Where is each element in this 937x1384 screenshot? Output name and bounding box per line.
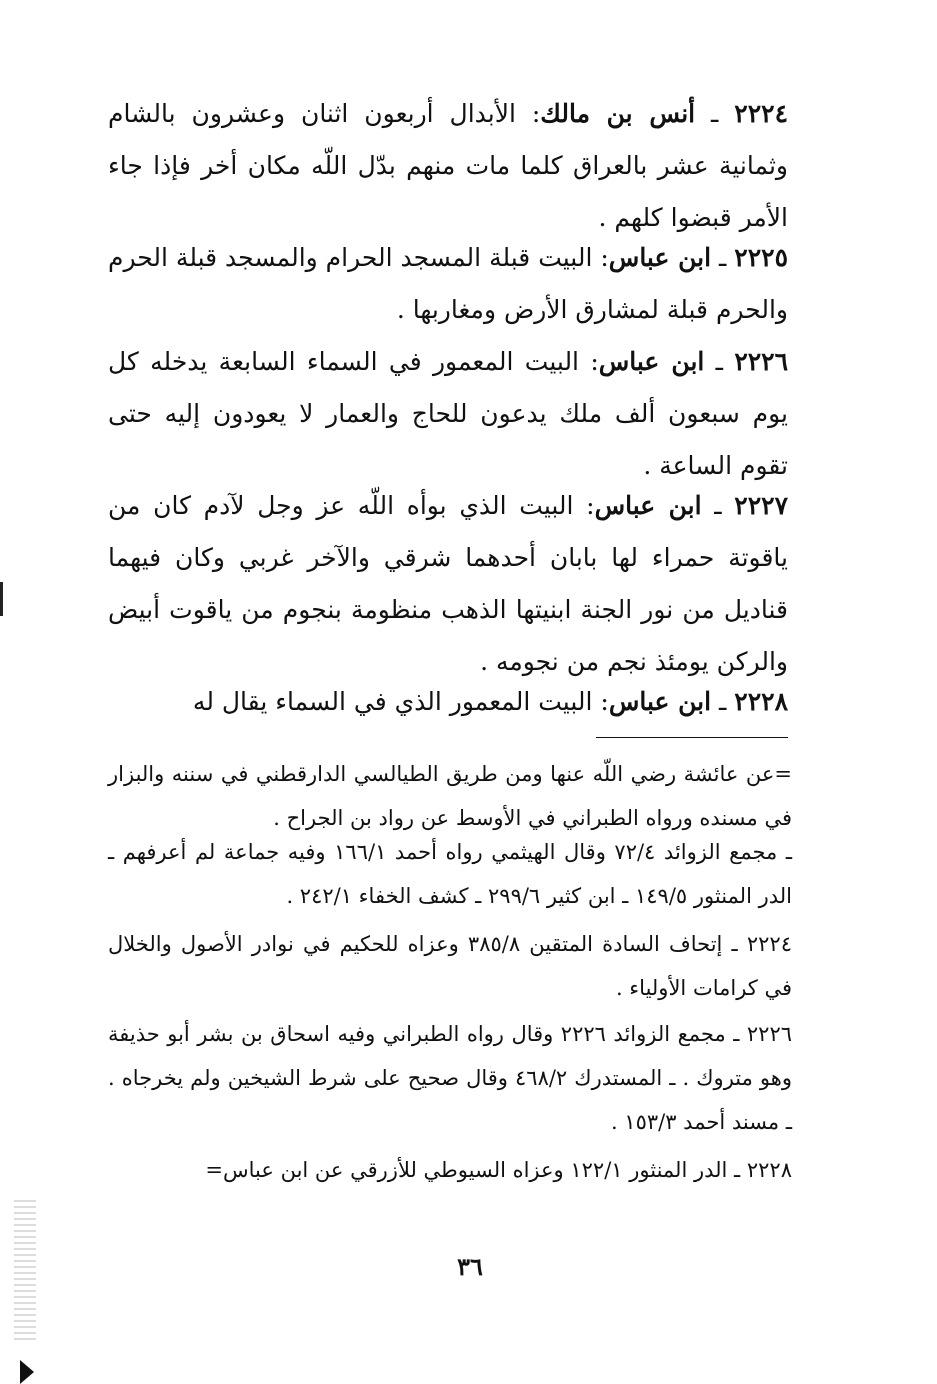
entry-number: ٢٢٢٦ bbox=[734, 347, 789, 376]
entry-narrator: ابن عباس bbox=[594, 491, 702, 520]
footnote-2226: ٢٢٢٦ ـ مجمع الزوائد ٢٢٢٦ وقال رواه الطبراني وفيه اسحاق بن بشر أبو حذيفة وهو متروك . ـ المستدرك ٤٦٨/٢ وقال صحيح على شرط الشيخين ولم يخرجاه . ـ مسند أحمد ١٥٣/٣ . bbox=[108, 1022, 793, 1134]
footnote-continued: =عن عائشة رضي اللّه عنها ومن طريق الطيالسي الدارقطني في سننه والبزار في مسنده ورواه الطبراني في الأوسط عن رواد بن الجراح . bbox=[108, 762, 792, 830]
entry-narrator: ابن عباس bbox=[608, 687, 712, 716]
entry-text: : الأبدال أربعون اثنان وعشرون بالشام وثمانية عشر بالعراق كلما مات منهم بدّل اللّه مكان أخر فإذا جاء الأمر قبضوا كلهم . bbox=[108, 99, 788, 232]
entry-narrator: ابن عباس bbox=[608, 243, 712, 272]
entry-text: : البيت المعمور في السماء السابعة يدخله كل يوم سبعون ألف ملك يدعون للحاج والعمار لا يعودون إليه حتى تقوم الساعة . bbox=[108, 347, 788, 480]
page-number: ٣٦ bbox=[457, 1252, 483, 1281]
hadith-entry-2228 bbox=[108, 676, 788, 728]
footnote-2224: ٢٢٢٤ ـ إتحاف السادة المتقين ٣٨٥/٨ وعزاه للحكيم في نوادر الأصول والخلال في كرامات الأولياء . bbox=[108, 932, 792, 1000]
hadith-entry-2224 bbox=[108, 88, 788, 244]
scan-edge-noise bbox=[14, 1200, 36, 1340]
footnote-2228: ٢٢٢٨ ـ الدر المنثور ١٢٢/١ وعزاه السيوطي للأزرقي عن ابن عباس= bbox=[205, 1158, 792, 1182]
hadith-entry-2226 bbox=[108, 336, 788, 492]
entry-dash: ـ bbox=[695, 99, 735, 128]
entry-number: ٢٢٢٥ bbox=[734, 243, 789, 272]
entry-dash: ـ bbox=[704, 347, 735, 376]
footnote-continued-sources: ـ مجمع الزوائد ٧٢/٤ وقال الهيثمي رواه أحمد ١٦٦/١ وفيه جماعة لم أعرفهم ـ الدر المنثور ١٤٩/٥ ـ ابن كثير ٢٩٩/٦ ـ كشف الخفاء ٢٤٢/١ . bbox=[108, 840, 793, 908]
entry-dash: ـ bbox=[701, 491, 735, 520]
entry-number: ٢٢٢٤ bbox=[734, 99, 788, 128]
entry-text: : البيت الذي بوأه اللّه عز وجل لآدم كان من ياقوتة حمراء لها بابان أحدهما شرقي والآخر غربي وكان فيهما قناديل من نور الجنة ابنيتها الذهب منظومة بنجوم من ياقوت أبيض والركن يومئذ نجم من نجومه . bbox=[108, 491, 788, 676]
entry-number: ٢٢٢٧ bbox=[734, 491, 789, 520]
entry-dash: ـ bbox=[711, 687, 735, 716]
footnote-separator bbox=[596, 737, 788, 738]
entry-dash: ـ bbox=[711, 243, 735, 272]
corner-triangle-icon bbox=[20, 1360, 34, 1384]
entry-text: : البيت المعمور الذي في السماء يقال له bbox=[192, 687, 609, 716]
entry-narrator: أنس بن مالك bbox=[540, 99, 696, 128]
hadith-entry-2227 bbox=[108, 480, 788, 688]
hadith-entry-2225 bbox=[108, 232, 788, 336]
entry-narrator: ابن عباس bbox=[598, 347, 705, 376]
entry-number: ٢٢٢٨ bbox=[734, 687, 788, 716]
binding-mark bbox=[0, 582, 3, 616]
entry-text: : البيت قبلة المسجد الحرام والمسجد قبلة الحرم والحرم قبلة لمشارق الأرض ومغاربها . bbox=[108, 243, 788, 324]
